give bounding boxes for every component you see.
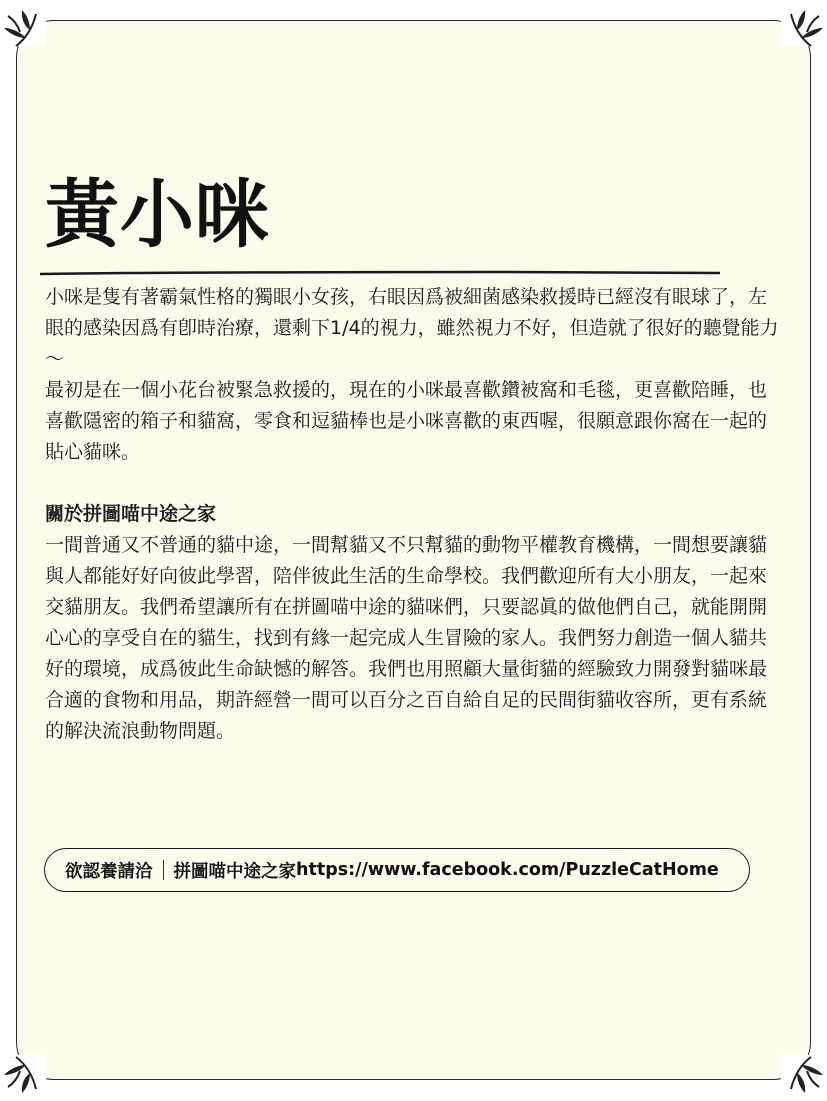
about-paragraph: 一間普通又不普通的貓中途，一間幫貓又不只幫貓的動物平權教育機構，一間想要讓貓與人都能好好向彼此學習，陪伴彼此生活的生命學校。我們歡迎所有大小朋友，一起來交貓朋友。我們希望讓所有在拼圖喵中途的貓咪們，只要認眞的做他們自己，就能開開心心的享受自在的貓生，找到有緣一起完成人生冒險的家人。我們努力創造一個人貓共好的環境，成爲彼此生命缺憾的解答。我們也用照顧大量街貓的經驗致力開發對貓咪最合適的食物和用品，期許經營一間可以百分之百自給自足的民間街貓收容所，更有系統的解決流浪動物問題。	[45, 534, 768, 742]
page-title: 黃小咪	[45, 172, 270, 258]
contact-org: 拼圖喵中途之家	[173, 861, 296, 882]
section-gap	[45, 468, 785, 499]
contact-box	[44, 848, 750, 892]
intro-paragraph: 小咪是隻有著霸氣性格的獨眼小女孩，右眼因爲被細菌感染救援時已經沒有眼球了，左眼的感染因爲有卽時治療，還剩下1/4的視力，雖然視力不好，但造就了很好的聽覺能力～	[45, 286, 779, 370]
contact-url-link[interactable]: https://www.facebook.com/PuzzleCatHome	[296, 860, 719, 880]
leaf-ornament-icon	[779, 6, 825, 52]
about-heading: 關於拼圖喵中途之家	[45, 503, 217, 525]
leaf-ornament-icon	[2, 6, 48, 52]
body-content	[45, 282, 785, 747]
contact-divider	[163, 860, 164, 880]
title-underline	[40, 262, 720, 270]
leaf-ornament-icon	[2, 1051, 48, 1097]
contact-label: 欲認養請洽	[65, 861, 153, 882]
leaf-ornament-icon	[779, 1051, 825, 1097]
intro-paragraph: 最初是在一個小花台被緊急救援的，現在的小咪最喜歡鑽被窩和毛毯，更喜歡陪睡，也喜歡隱密的箱子和貓窩，零食和逗貓棒也是小咪喜歡的東西喔，很願意跟你窩在一起的貼心貓咪。	[45, 379, 768, 463]
